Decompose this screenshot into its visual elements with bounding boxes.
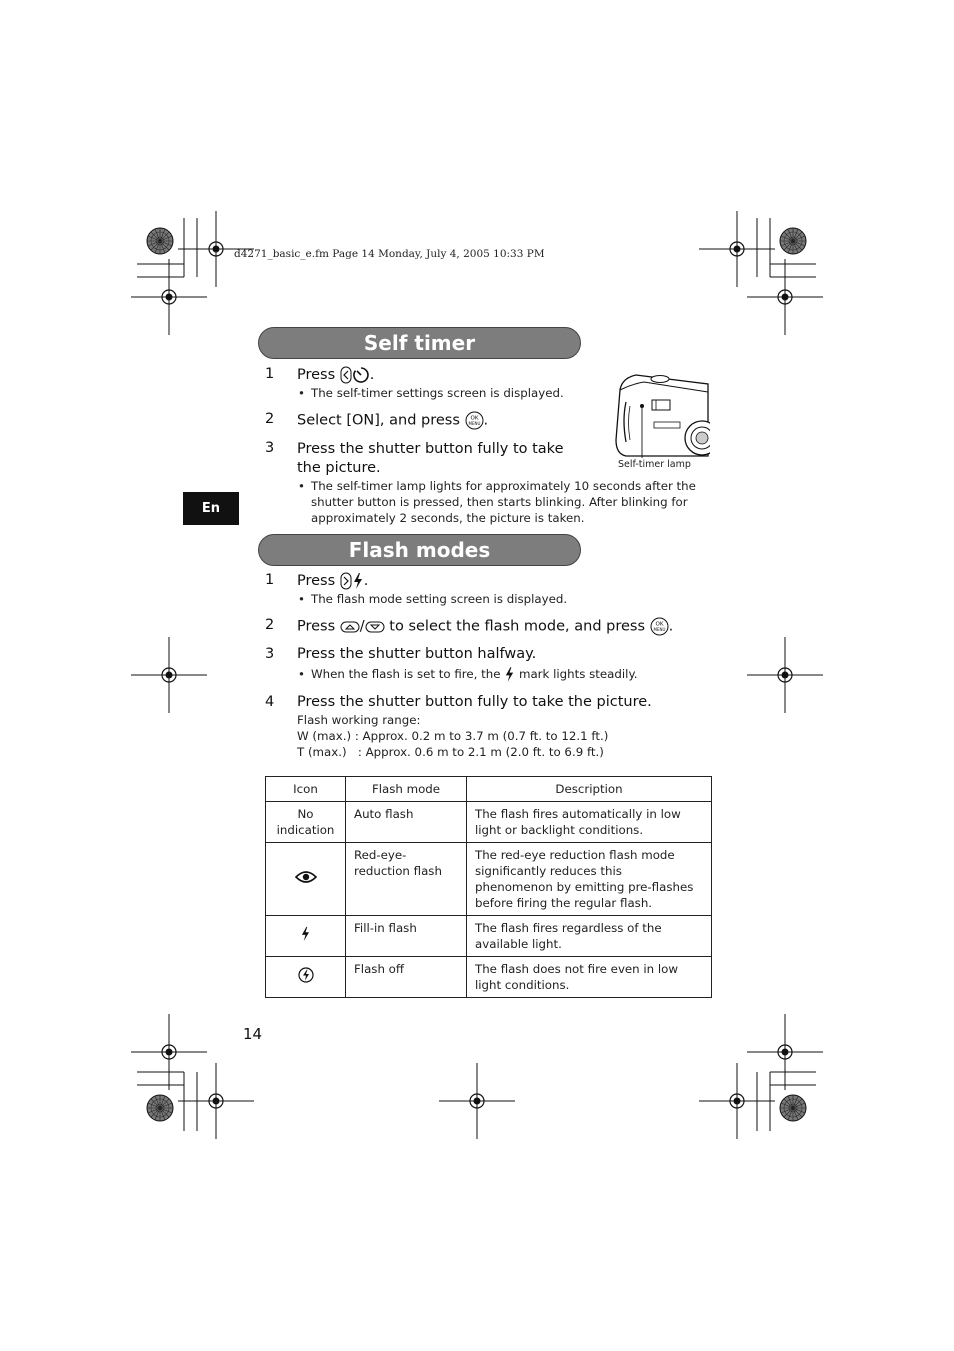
table-header-icon: Icon	[266, 777, 346, 802]
step-number: 4	[265, 694, 275, 710]
step-number: 1	[265, 572, 275, 588]
ok-menu-button-icon	[650, 617, 669, 636]
arrow-left-button-icon	[340, 366, 352, 384]
table-cell-mode: Auto flash	[346, 802, 467, 843]
table-cell-description: The flash fires automatically in low light or backlight conditions.	[467, 802, 712, 843]
table-cell-description: The red-eye reduction flash mode significantly reduces this phenomenon by emitting pre-flashes before firing the regular flash.	[467, 843, 712, 916]
step-number: 3	[265, 440, 275, 456]
flash-range-title: Flash working range:	[297, 713, 421, 727]
self-timer-step-3-note: • The self-timer lamp lights for approximately 10 seconds after the shutter button is pressed, then starts blinking. After blinking for approximately 2 seconds, the picture is taken.	[311, 478, 701, 526]
step-number: 3	[265, 646, 275, 662]
self-timer-step-1	[297, 366, 374, 384]
page-number: 14	[243, 1025, 263, 1043]
red-eye-icon	[295, 870, 317, 884]
step-suffix: .	[369, 367, 375, 383]
flash-bolt-icon	[352, 572, 364, 590]
step-text: Press	[297, 367, 336, 383]
table-cell-icon	[266, 957, 346, 998]
table-header-mode: Flash mode	[346, 777, 467, 802]
self-timer-step-1-note: • The self-timer settings screen is displayed.	[311, 385, 601, 401]
ok-menu-button-icon	[465, 411, 484, 430]
table-cell-description: The flash fires regardless of the available light.	[467, 916, 712, 957]
flash-step-1-note: • The flash mode setting screen is displayed.	[311, 591, 611, 607]
flash-step-3: Press the shutter button halfway.	[297, 646, 537, 662]
self-timer-title: Self timer	[258, 327, 581, 359]
flash-step-2	[297, 617, 673, 636]
camera-illustration	[612, 370, 710, 458]
table-cell-icon: No indication	[266, 802, 346, 843]
arrow-right-button-icon	[340, 572, 352, 590]
table-header-row	[266, 777, 712, 802]
file-info-header: d4271_basic_e.fm Page 14 Monday, July 4, 2005 10:33 PM	[234, 248, 545, 260]
flash-bolt-icon	[300, 926, 311, 942]
step-number: 2	[265, 411, 275, 427]
flash-step-1	[297, 572, 368, 590]
svg-text:OK: OK	[655, 621, 664, 628]
note-text: When the flash is set to fire, the	[311, 667, 501, 681]
step-text: to select the flash mode, and press	[389, 618, 646, 635]
self-timer-icon	[352, 366, 370, 384]
svg-text:MENU: MENU	[653, 627, 666, 632]
language-tab: En	[183, 492, 239, 525]
flash-bolt-icon	[504, 666, 515, 683]
table-header-description: Description	[467, 777, 712, 802]
step-suffix: .	[668, 618, 674, 635]
table-row	[266, 843, 712, 916]
flash-mode-table	[265, 776, 712, 998]
step-text: Select [ON], and press	[297, 412, 460, 429]
camera-caption: Self-timer lamp	[618, 459, 691, 470]
flash-modes-title: Flash modes	[258, 534, 581, 566]
flash-step-3-note	[311, 666, 638, 683]
flash-step-4: Press the shutter button fully to take the picture.	[297, 694, 652, 710]
table-cell-icon	[266, 843, 346, 916]
table-cell-mode: Flash off	[346, 957, 467, 998]
flash-range-wide: W (max.) : Approx. 0.2 m to 3.7 m (0.7 ft. to 12.1 ft.)	[297, 729, 609, 743]
table-row	[266, 916, 712, 957]
step-number: 1	[265, 366, 275, 382]
step-number: 2	[265, 617, 275, 633]
self-timer-step-2	[297, 411, 488, 430]
step-suffix: .	[363, 573, 369, 589]
table-cell-mode: Fill-in flash	[346, 916, 467, 957]
step-text: Press	[297, 573, 336, 589]
arrow-up-button-icon	[340, 621, 360, 633]
flash-off-icon	[298, 967, 314, 983]
table-cell-icon	[266, 916, 346, 957]
svg-text:MENU: MENU	[468, 421, 480, 426]
svg-text:OK: OK	[470, 415, 478, 422]
slash: /	[359, 618, 365, 635]
table-row	[266, 957, 712, 998]
flash-range-tele: T (max.) : Approx. 0.6 m to 2.1 m (2.0 ft. to 6.9 ft.)	[297, 745, 604, 759]
arrow-down-button-icon	[365, 621, 385, 633]
table-row	[266, 802, 712, 843]
table-cell-description: The flash does not fire even in low light conditions.	[467, 957, 712, 998]
note-text: mark lights steadily.	[518, 667, 638, 681]
step-text: Press	[297, 618, 336, 635]
step-suffix: .	[483, 412, 489, 429]
table-cell-mode: Red-eye-reduction flash	[346, 843, 467, 916]
self-timer-step-3: Press the shutter button fully to take the picture.	[297, 441, 564, 476]
